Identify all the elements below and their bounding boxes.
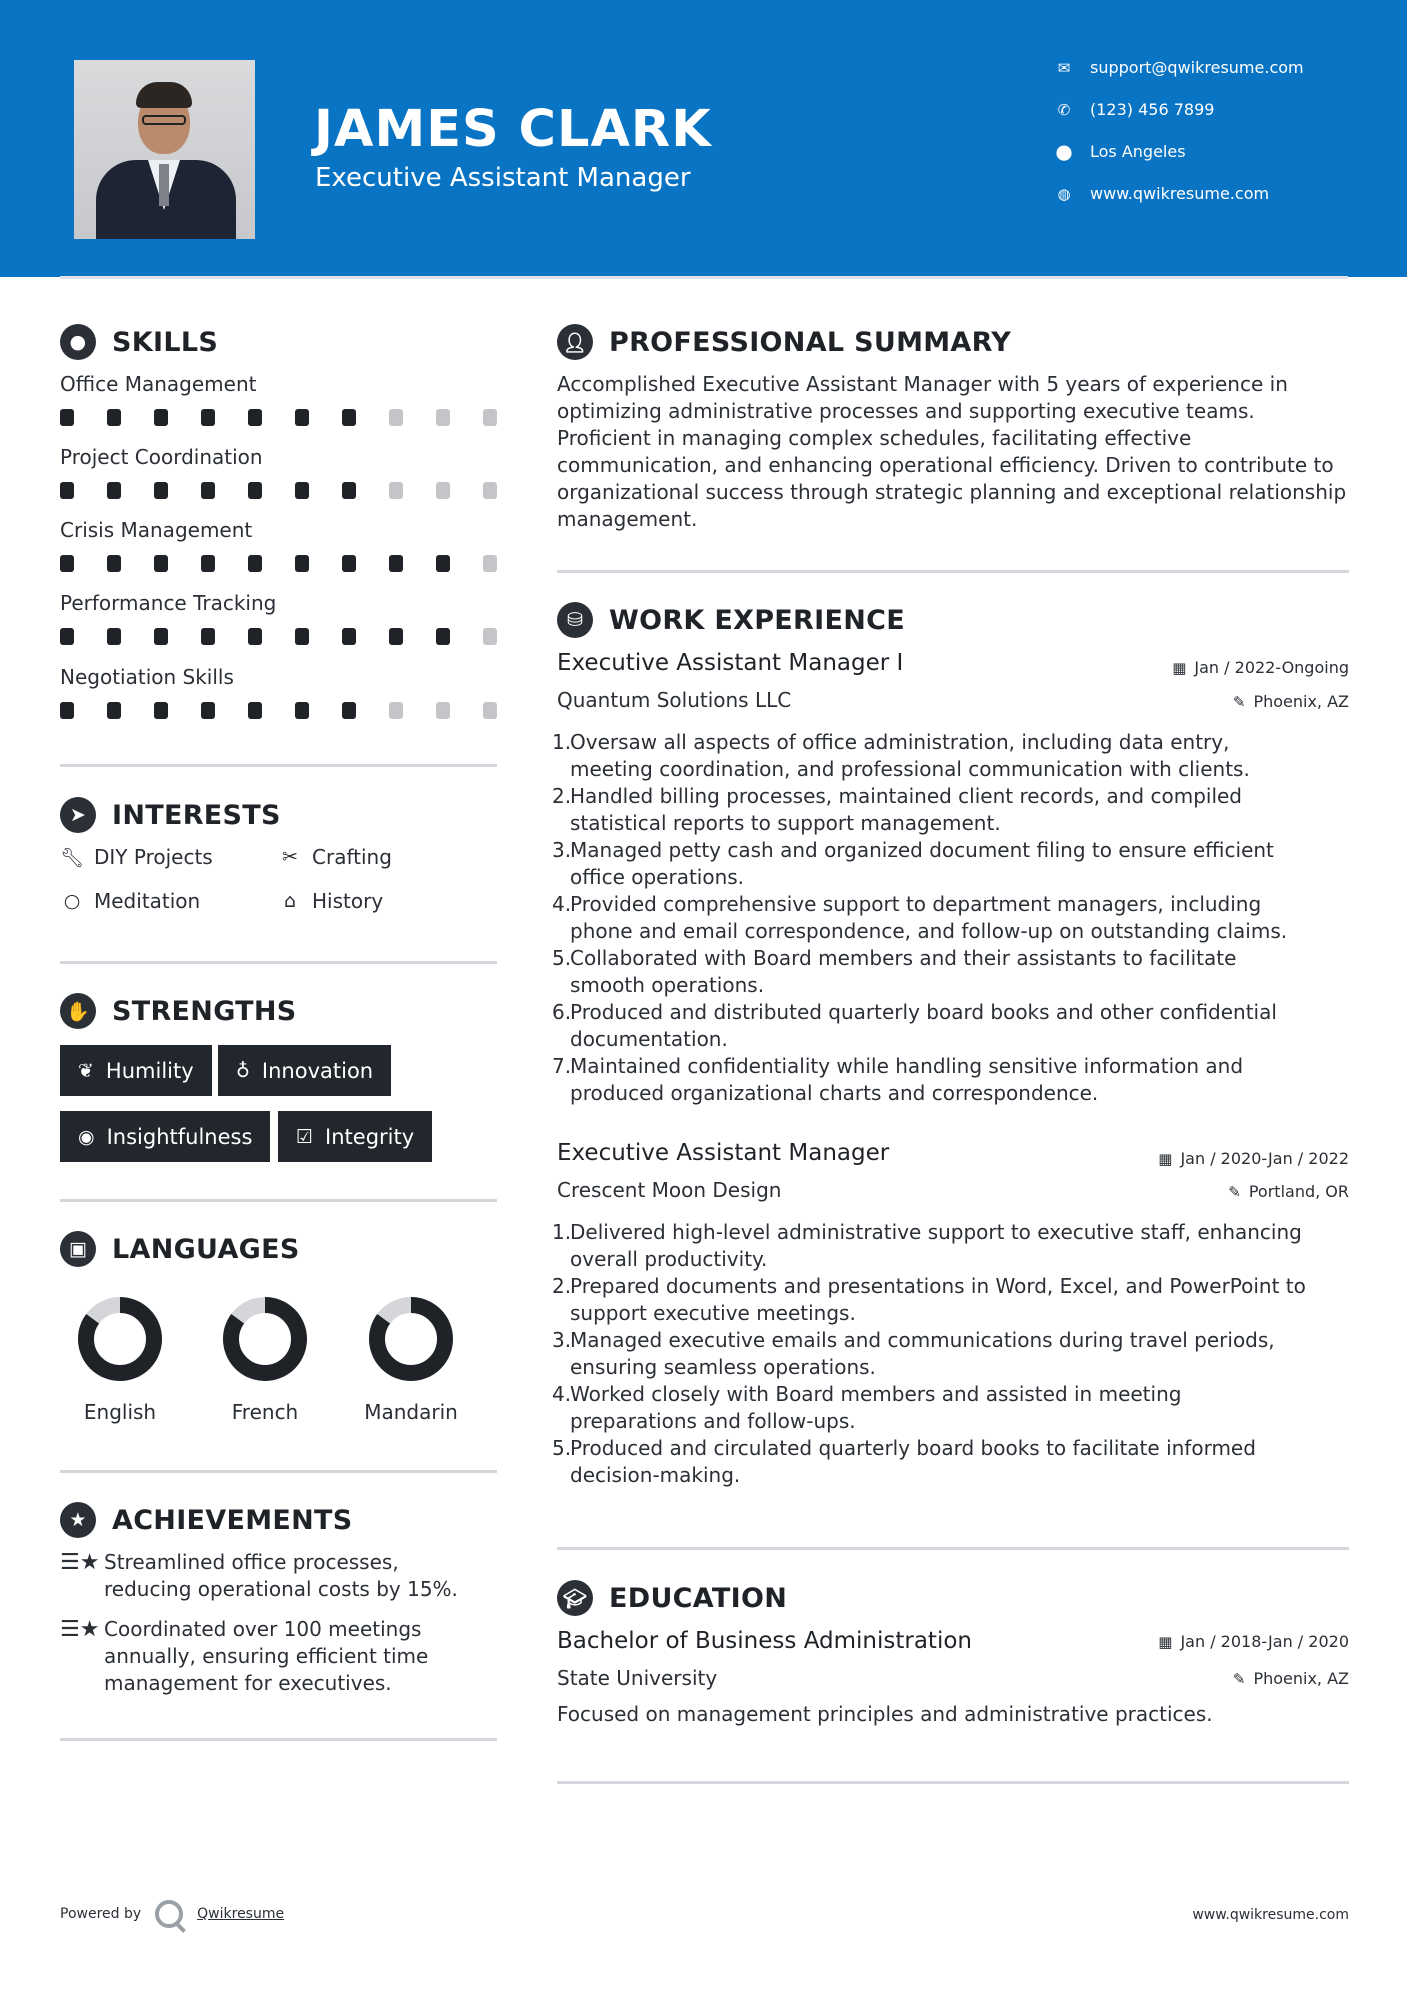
summary-text: Accomplished Executive Assistant Manager with 5 years of experience in optimizing administrative processes and supporting executive teams. Proficient in managing complex schedules, facilitating effective communication, and enhancing operational efficiency. Driven to contribute to organizational success through strategic planning and exceptional relationship management.	[557, 372, 1347, 531]
strengths-title: STRENGTHS	[112, 995, 297, 1027]
paper-plane-icon: ➤	[60, 797, 96, 833]
graduate-icon: 🎓︎	[557, 1580, 593, 1616]
rating-dot	[389, 628, 403, 645]
job-title: Executive Assistant Manager I	[557, 650, 904, 676]
footer-credit	[60, 1900, 284, 1928]
qwikresume-logo-icon	[155, 1900, 183, 1928]
rating-dot	[389, 555, 403, 572]
rating-dot	[342, 628, 356, 645]
interest-label: Meditation	[94, 889, 201, 913]
interests-title: INTERESTS	[112, 799, 281, 831]
skill-name: Negotiation Skills	[60, 665, 234, 689]
calendar-icon: ▦	[1158, 1149, 1173, 1168]
skills-title: SKILLS	[112, 326, 219, 358]
experience-heading	[557, 602, 905, 638]
rating-dot	[154, 628, 168, 645]
rating-dot	[483, 702, 497, 719]
skill-name: Project Coordination	[60, 445, 263, 469]
job-company: Quantum Solutions LLC	[557, 688, 792, 712]
education-heading	[557, 1580, 787, 1616]
header-divider	[60, 276, 1348, 279]
rating-dot	[201, 555, 215, 572]
museum-icon: ⌂	[283, 890, 297, 912]
rating-dot	[342, 555, 356, 572]
contact-phone-text: (123) 456 7899	[1090, 100, 1215, 119]
contact-location-text: Los Angeles	[1090, 142, 1186, 161]
skill-name: Office Management	[60, 372, 257, 396]
education-location-text: Phoenix, AZ	[1253, 1669, 1349, 1688]
rating-dot	[436, 482, 450, 499]
section-divider	[60, 1738, 497, 1741]
job-dates	[1172, 658, 1349, 677]
rating-dot	[295, 409, 309, 426]
experience-title: WORK EXPERIENCE	[609, 604, 905, 636]
profile-photo	[74, 60, 255, 239]
wrench-icon: 🔧︎	[60, 846, 85, 869]
section-divider	[60, 1470, 497, 1473]
rating-dot	[483, 482, 497, 499]
strengths-heading	[60, 993, 297, 1029]
interest-item	[278, 889, 383, 913]
calendar-icon: ▦	[1172, 658, 1187, 677]
section-divider	[60, 764, 497, 767]
skill-rating	[60, 628, 530, 645]
education-title: EDUCATION	[609, 1582, 788, 1614]
achievement-line: reducing operational costs by 15%.	[104, 1577, 458, 1601]
section-divider	[60, 1199, 497, 1202]
summary-heading	[557, 324, 1011, 360]
language-name: French	[231, 1400, 299, 1424]
user-icon: 👤︎	[557, 324, 593, 360]
skill-rating	[60, 409, 530, 426]
interest-item	[60, 845, 213, 869]
rating-dot	[60, 482, 74, 499]
strength-tag	[218, 1045, 391, 1096]
lightbulb-icon: ♁	[236, 1059, 250, 1082]
achievement-line: annually, ensuring efficient time	[104, 1644, 429, 1668]
strength-tag	[60, 1045, 212, 1096]
candidate-name: JAMES CLARK	[314, 100, 712, 159]
interest-label: Crafting	[312, 845, 392, 869]
contact-website[interactable]	[1052, 184, 1269, 203]
pushpin-icon: ✎	[1232, 1669, 1246, 1688]
skill-rating	[60, 702, 530, 719]
pushpin-icon: ✎	[1232, 692, 1246, 711]
rating-dot	[248, 628, 262, 645]
rating-dot	[436, 409, 450, 426]
strength-label: Innovation	[261, 1058, 374, 1083]
rating-dot	[436, 628, 450, 645]
rating-dot	[248, 482, 262, 499]
rating-dot	[248, 409, 262, 426]
rating-dot	[154, 555, 168, 572]
section-divider	[557, 1547, 1349, 1550]
strength-label: Insightfulness	[106, 1124, 253, 1149]
achievements-heading	[60, 1502, 353, 1538]
rating-dot	[342, 482, 356, 499]
job-dates	[1158, 1149, 1349, 1168]
rating-dot	[201, 628, 215, 645]
skill-rating	[60, 482, 530, 499]
rating-dot	[201, 482, 215, 499]
rating-dot	[60, 409, 74, 426]
contact-email-text: support@qwikresume.com	[1090, 58, 1304, 77]
check-square-icon: ☑	[296, 1125, 314, 1148]
job-bullets	[552, 1219, 1352, 1489]
rating-dot	[436, 702, 450, 719]
strength-label: Humility	[105, 1058, 194, 1083]
section-divider	[557, 570, 1349, 573]
rating-dot	[107, 482, 121, 499]
education-dates-text: Jan / 2018-Jan / 2020	[1180, 1632, 1349, 1651]
achievement-line: management for executives.	[104, 1671, 392, 1695]
brand-link[interactable]: Qwikresume	[197, 1906, 285, 1922]
achievement-item	[60, 1549, 500, 1603]
rating-dot	[295, 628, 309, 645]
language-ring-french	[222, 1296, 308, 1382]
rating-dot	[483, 409, 497, 426]
job-dates-text: Jan / 2020-Jan / 2022	[1180, 1149, 1349, 1168]
job-location-text: Portland, OR	[1248, 1182, 1349, 1201]
job-bullet: 5. Produced and circulated quarterly board books to facilitate informed decision-making.	[552, 1436, 1256, 1487]
education-dates	[1158, 1632, 1349, 1651]
star-list-icon: ☰★	[60, 1617, 100, 1642]
contact-location	[1052, 142, 1186, 161]
job-bullets	[552, 729, 1352, 1107]
job-bullet: 7. Maintained confidentiality while handling sensitive information and produced organizational charts and correspondence.	[552, 1054, 1244, 1105]
contact-phone[interactable]	[1052, 100, 1214, 119]
star-list-icon: ☰★	[60, 1550, 100, 1575]
job-bullet: 3. Managed petty cash and organized document filing to ensure efficient office operations.	[552, 838, 1274, 889]
rating-dot	[154, 702, 168, 719]
resume-header	[0, 0, 1407, 277]
job-location-text: Phoenix, AZ	[1253, 692, 1349, 711]
interests-heading	[60, 797, 281, 833]
rating-dot	[295, 702, 309, 719]
job-location	[1233, 692, 1349, 711]
job-bullet: 1. Oversaw all aspects of office administration, including data entry, meeting coordination, and professional communication with clients.	[552, 730, 1250, 781]
interest-item	[278, 845, 392, 869]
rating-dot	[248, 555, 262, 572]
rating-dot	[483, 628, 497, 645]
language-name: English	[83, 1400, 157, 1424]
rating-dot	[60, 628, 74, 645]
job-bullet: 4. Provided comprehensive support to department managers, including phone and email correspondence, and follow-up on outstanding claims.	[552, 892, 1288, 943]
footer-website[interactable]: www.qwikresume.com	[1192, 1907, 1349, 1923]
languages-heading	[60, 1231, 300, 1267]
rating-dot	[107, 628, 121, 645]
language-ring-mandarin	[368, 1296, 454, 1382]
skills-heading	[60, 324, 218, 360]
rating-dot	[107, 555, 121, 572]
job-bullet: 1. Delivered high-level administrative support to executive staff, enhancing overall productivity.	[552, 1220, 1302, 1271]
language-icon: ▣	[60, 1231, 96, 1267]
strength-tag	[60, 1111, 270, 1162]
rating-dot	[389, 482, 403, 499]
calendar-icon: ▦	[1158, 1632, 1173, 1651]
job-bullet: 5. Collaborated with Board members and their assistants to facilitate smooth operations.	[552, 946, 1237, 997]
rating-dot	[295, 555, 309, 572]
job-bullet: 3. Managed executive emails and communications during travel periods, ensuring seamless operations.	[552, 1328, 1275, 1379]
chair-icon: ⛁	[557, 602, 593, 638]
rating-dot	[107, 409, 121, 426]
interest-label: DIY Projects	[94, 845, 213, 869]
job-dates-text: Jan / 2022-Ongoing	[1194, 658, 1349, 677]
candidate-role: Executive Assistant Manager	[315, 163, 691, 193]
rating-dot	[154, 482, 168, 499]
rating-dot	[483, 555, 497, 572]
location-pin-icon: ⬤	[1055, 142, 1073, 161]
skill-name: Crisis Management	[60, 518, 253, 542]
achievement-line: Coordinated over 100 meetings	[104, 1617, 422, 1641]
education-school: State University	[557, 1666, 718, 1690]
rating-dot	[154, 409, 168, 426]
rating-dot	[248, 702, 262, 719]
contact-email[interactable]	[1052, 58, 1304, 77]
rating-dot	[342, 702, 356, 719]
job-bullet: 2. Handled billing processes, maintained client records, and compiled statistical reports to support management.	[552, 784, 1243, 835]
section-divider	[60, 961, 497, 964]
scissors-icon: ✂	[282, 846, 298, 868]
rating-dot	[295, 482, 309, 499]
rating-dot	[389, 409, 403, 426]
hand-icon: ✋	[60, 993, 96, 1029]
rating-dot	[201, 409, 215, 426]
interest-item	[60, 889, 200, 913]
star-badge-icon: ★	[60, 1502, 96, 1538]
job-bullet: 4. Worked closely with Board members and assisted in meeting preparations and follow-ups.	[552, 1382, 1182, 1433]
strength-tag	[278, 1111, 432, 1162]
job-location	[1228, 1182, 1349, 1201]
interest-label: History	[312, 889, 384, 913]
education-description: Focused on management principles and administrative practices.	[557, 1702, 1213, 1726]
section-divider	[557, 1781, 1349, 1784]
phone-icon: ✆	[1057, 100, 1071, 119]
powered-by-text: Powered by	[60, 1906, 142, 1922]
envelope-icon: ✉	[1057, 58, 1071, 77]
strength-label: Integrity	[325, 1124, 415, 1149]
rating-dot	[342, 409, 356, 426]
job-bullet: 6. Produced and distributed quarterly board books and other confidential documentation.	[552, 1000, 1277, 1051]
circle-icon: ○	[63, 890, 81, 912]
language-name: Mandarin	[364, 1400, 458, 1424]
leaf-icon: ❦	[78, 1059, 94, 1082]
job-bullet: 2. Prepared documents and presentations in Word, Excel, and PowerPoint to support executive meetings.	[552, 1274, 1306, 1325]
eye-icon: ◉	[78, 1125, 95, 1148]
job-company: Crescent Moon Design	[557, 1178, 782, 1202]
rating-dot	[60, 702, 74, 719]
achievement-line: Streamlined office processes,	[104, 1550, 399, 1574]
rating-dot	[389, 702, 403, 719]
achievements-title: ACHIEVEMENTS	[112, 1504, 353, 1536]
education-location	[1233, 1669, 1349, 1688]
rating-dot	[60, 555, 74, 572]
contact-website-text: www.qwikresume.com	[1090, 184, 1270, 203]
rating-dot	[201, 702, 215, 719]
globe-icon: ◍	[1057, 184, 1071, 203]
pushpin-icon: ✎	[1228, 1182, 1241, 1201]
rating-dot	[107, 702, 121, 719]
education-degree: Bachelor of Business Administration	[557, 1628, 972, 1654]
languages-title: LANGUAGES	[112, 1233, 300, 1265]
skill-name: Performance Tracking	[60, 591, 277, 615]
job-title: Executive Assistant Manager	[557, 1140, 890, 1166]
rating-dot	[436, 555, 450, 572]
language-ring-english	[77, 1296, 163, 1382]
skill-rating	[60, 555, 530, 572]
lightbulb-icon: ●	[60, 324, 96, 360]
summary-title: PROFESSIONAL SUMMARY	[609, 326, 1012, 358]
achievement-item	[60, 1616, 500, 1697]
